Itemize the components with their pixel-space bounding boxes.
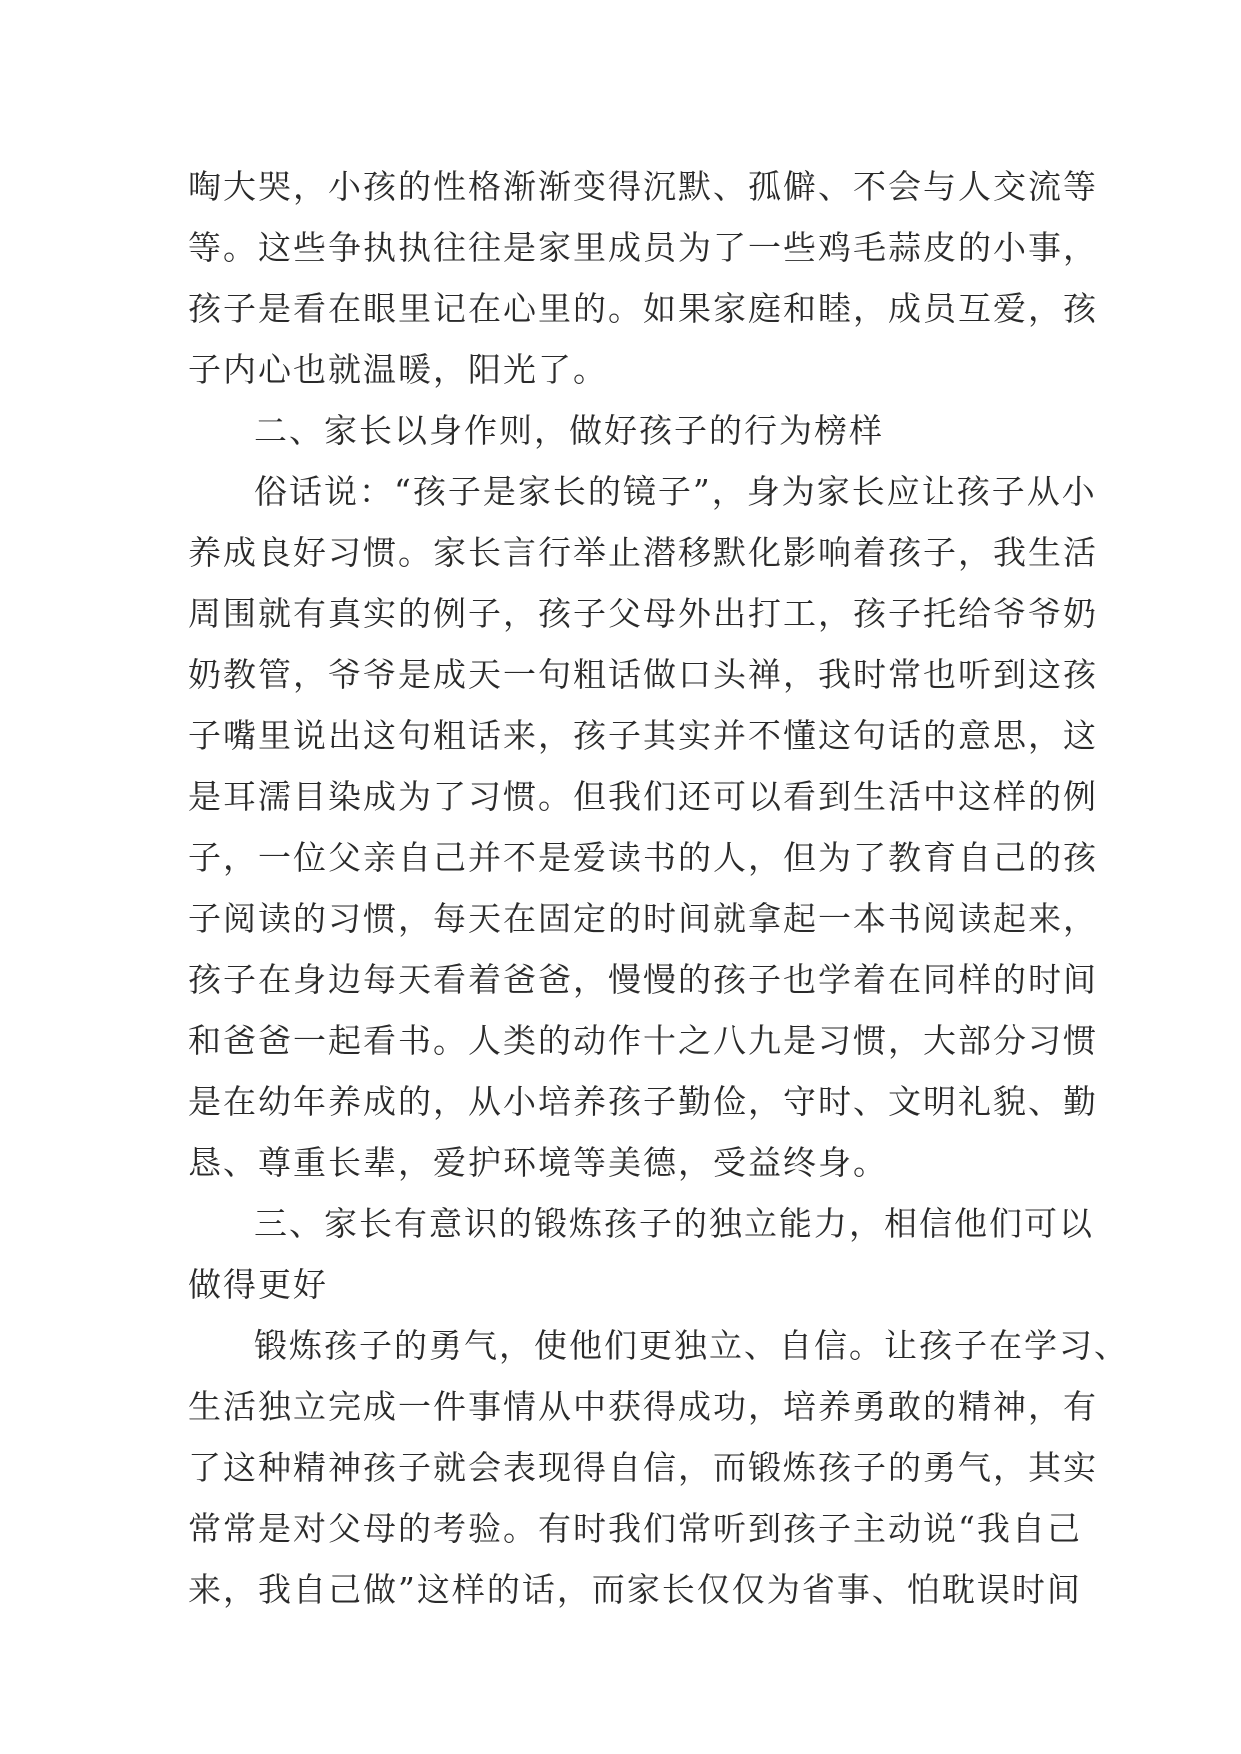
text-line: 三、家长有意识的锻炼孩子的独立能力，相信他们可以	[254, 1204, 1094, 1243]
text-line: 了这种精神孩子就会表现得自信，而锻炼孩子的勇气，其实	[188, 1448, 1098, 1487]
text-line: 和爸爸一起看书。人类的动作十之八九是习惯，大部分习惯	[188, 1021, 1098, 1060]
text-line: 锻炼孩子的勇气，使他们更独立、自信。让孩子在学习、	[254, 1326, 1129, 1365]
text-line: 生活独立完成一件事情从中获得成功，培养勇敢的精神，有	[188, 1387, 1098, 1426]
text-line: 孩子是看在眼里记在心里的。如果家庭和睦，成员互爱，孩	[188, 289, 1098, 328]
text-line: 常常是对父母的考验。有时我们常听到孩子主动说“我自己	[188, 1509, 1082, 1548]
text-line: 是在幼年养成的，从小培养孩子勤俭，守时、文明礼貌、勤	[188, 1082, 1098, 1121]
text-line: 等。这些争执执往往是家里成员为了一些鸡毛蒜皮的小事，	[188, 228, 1098, 267]
text-line: 养成良好习惯。家长言行举止潜移默化影响着孩子，我生活	[188, 533, 1098, 572]
text-line: 来，我自己做”这样的话，而家长仅仅为省事、怕耽误时间	[188, 1570, 1082, 1609]
text-line: 孩子在身边每天看着爸爸，慢慢的孩子也学着在同样的时间	[188, 960, 1098, 999]
text-line: 做得更好	[188, 1265, 328, 1304]
text-line: 子嘴里说出这句粗话来，孩子其实并不懂这句话的意思，这	[188, 716, 1098, 755]
text-line: 俗话说：“孩子是家长的镜子”，身为家长应让孩子从小	[254, 472, 1097, 511]
text-line: 奶教管，爷爷是成天一句粗话做口头禅，我时常也听到这孩	[188, 655, 1098, 694]
text-line: 恳、尊重长辈，爱护环境等美德，受益终身。	[188, 1143, 888, 1182]
text-line: 是耳濡目染成为了习惯。但我们还可以看到生活中这样的例	[188, 777, 1098, 816]
text-line: 子，一位父亲自己并不是爱读书的人，但为了教育自己的孩	[188, 838, 1098, 877]
text-line: 子内心也就温暖，阳光了。	[188, 350, 608, 389]
text-line: 二、家长以身作则，做好孩子的行为榜样	[254, 411, 884, 450]
body-text	[188, 156, 1129, 1620]
text-line: 周围就有真实的例子，孩子父母外出打工，孩子托给爷爷奶	[188, 594, 1098, 633]
text-line: 子阅读的习惯，每天在固定的时间就拿起一本书阅读起来，	[188, 899, 1098, 938]
text-line: 啕大哭，小孩的性格渐渐变得沉默、孤僻、不会与人交流等	[188, 167, 1098, 206]
